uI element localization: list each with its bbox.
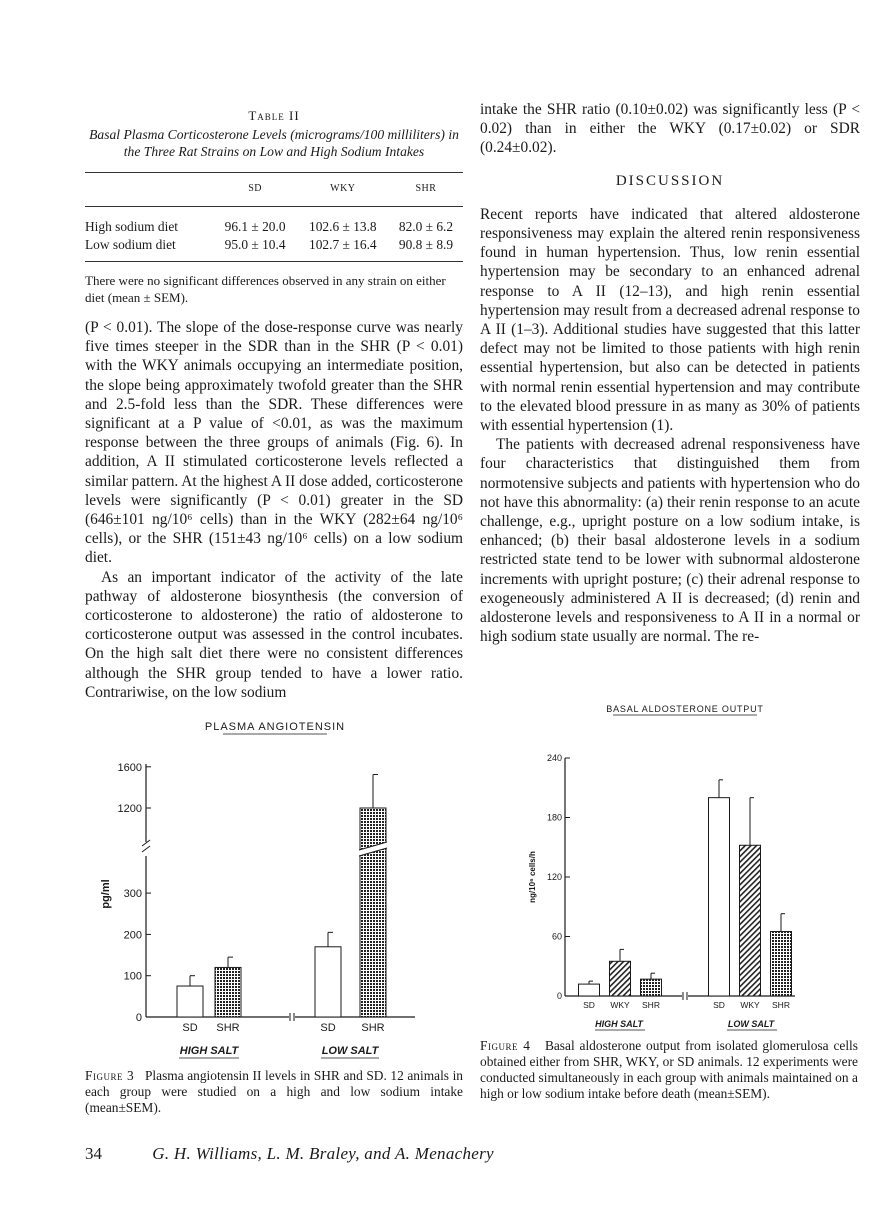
bar [215, 967, 241, 1017]
bar [709, 798, 730, 996]
table-data [85, 173, 463, 261]
table-header-row [85, 173, 463, 207]
y-tick-label: 1600 [117, 761, 142, 774]
right-column-text [480, 100, 860, 646]
bar [315, 947, 341, 1017]
x-tick-label: WKY [610, 1000, 630, 1010]
table-cell: 90.8 ± 8.9 [398, 237, 454, 252]
x-tick-label: WKY [740, 1000, 760, 1010]
x-tick-label: SHR [361, 1022, 385, 1034]
y-tick-label: 120 [546, 872, 562, 882]
figure-4-chart [505, 700, 805, 1036]
table-cell: 102.6 ± 13.8 [309, 219, 377, 234]
group-label: LOW SALT [321, 1045, 379, 1057]
x-tick-label: SD [320, 1022, 336, 1034]
table-title: Table II [248, 108, 300, 123]
x-tick-label: SHR [216, 1022, 240, 1034]
y-tick-label: 100 [123, 970, 142, 983]
x-tick-label: SD [713, 1000, 725, 1010]
figure-3-caption [85, 1068, 463, 1116]
author-line: G. H. Williams, L. M. Braley, and A. Menachery [152, 1144, 494, 1163]
bar [610, 961, 631, 996]
group-label: HIGH SALT [179, 1045, 239, 1057]
caption-text: Basal aldosterone output from isolated glomerulosa cells obtained either from SHR, WKY, or SD animals. 12 experiments were conducted simultaneously in each group with animals maintained on a high or low sodium intake before death (mean±SEM). [480, 1038, 858, 1101]
bar [740, 845, 761, 996]
table-header-cell: SD [248, 183, 262, 194]
y-tick-label: 1200 [117, 803, 142, 815]
bar [579, 984, 600, 996]
page-number: 34 [85, 1144, 102, 1163]
bar [177, 986, 203, 1017]
y-tick-label: 200 [123, 929, 142, 942]
caption-text: Plasma angiotensin II levels in SHR and SD. 12 animals in each group were studied on a high and low sodium intake (mean±SEM). [85, 1068, 463, 1115]
x-tick-label: SD [182, 1022, 198, 1034]
x-tick-label: SHR [642, 1000, 660, 1010]
table-cell: 96.1 ± 20.0 [224, 219, 286, 234]
y-tick-label: 300 [123, 888, 142, 901]
bar [360, 808, 386, 1017]
figure-4-caption [480, 1038, 858, 1102]
table-cell: 82.0 ± 6.2 [398, 219, 454, 234]
group-label: HIGH SALT [595, 1019, 643, 1029]
paragraph: Recent reports have indicated that altered aldosterone responsiveness may explain the altered renin responsiveness found in human hypertension. Thus, low renin essential hypertension may be secondary to an enhanced adrenal response to A II (12–13), and high renin essential hypertension may result from a decreased adrenal response to A II (1–3). Additional studies have suggested that this latter defect may not be limited to those patients with high renin essential hypertension, but also can be detected in patients with normal renin essential hypertension and may contribute to the elevated blood pressure in as many as 30% of patients with essential hypertension (1). [480, 205, 860, 435]
chart-title: BASAL ALDOSTERONE OUTPUT [606, 704, 764, 714]
table-header-cell: SHR [415, 183, 437, 194]
figure-3-chart [85, 716, 425, 1062]
table-header-cell: WKY [330, 183, 356, 194]
table-ii [85, 108, 463, 306]
y-tick-label: 0 [135, 1012, 142, 1024]
table-rule-bottom [85, 261, 463, 262]
x-tick-label: SHR [772, 1000, 790, 1010]
section-heading: DISCUSSION [615, 172, 725, 189]
y-axis-label: ng/10⁶ cells/h [528, 851, 537, 903]
table-cell: Low sodium diet [85, 237, 176, 252]
table-row [85, 236, 463, 261]
y-tick-label: 240 [546, 753, 562, 763]
bar [641, 979, 662, 996]
figure-label: Figure 4 [480, 1038, 531, 1053]
y-axis-label: pg/ml [100, 879, 112, 909]
axis-break-mark [142, 846, 150, 852]
chart-title: PLASMA ANGIOTENSIN [204, 721, 346, 733]
paragraph: intake the SHR ratio (0.10±0.02) was significantly less (P < 0.02) than in either the WKY (0.17±0.02) or SDR (0.24±0.02). [480, 101, 860, 157]
paragraph: (P < 0.01). The slope of the dose-response curve was nearly five times steeper in the SDR than in the SHR (P < 0.01) with the WKY animals occupying an intermediate position, the slope being approximately twofold greater than the SHR and 2.5-fold less than the SDR. These differences were significant at a P value of <0.01, as was the maximum response between the three groups of animals (Fig. 6). In addition, A II stimulated corticosterone levels reflected a similar pattern. At the highest A II dose added, corticosterone levels were significantly (P < 0.01) greater in the SD (646±101 ng/10⁶ cells) than in the WKY (282±64 ng/10⁶ cells), or the SHR (151±43 ng/10⁶ cells) on a low sodium diet. [85, 319, 463, 567]
page-footer [85, 1144, 785, 1164]
figure-label: Figure 3 [85, 1068, 135, 1083]
table-cell: 102.7 ± 16.4 [309, 237, 377, 252]
x-tick-label: SD [583, 1000, 595, 1010]
table-cell: 95.0 ± 10.4 [224, 237, 286, 252]
table-row [85, 207, 463, 237]
table-header-cell [85, 173, 214, 207]
table-note: There were no significant differences observed in any strain on either diet (mean ± SEM). [85, 273, 446, 305]
y-tick-label: 180 [546, 812, 562, 823]
bar [771, 932, 792, 996]
table-caption: Basal Plasma Corticosterone Levels (micrograms/100 milliliters) in the Three Rat Strains on Low and High Sodium Intakes [89, 127, 459, 159]
group-label: LOW SALT [727, 1019, 775, 1029]
table-cell: High sodium diet [85, 219, 178, 234]
left-column-text [85, 318, 463, 702]
y-tick-label: 60 [551, 931, 562, 942]
y-tick-label: 0 [556, 991, 562, 1001]
paragraph: The patients with decreased adrenal responsiveness have four characteristics that distinguished them from normotensive subjects and patients with hypertension who do not have this abnormality: (a) their renin response to an acute challenge, e.g., upright posture on a low sodium intake, is enhanced; (b) their basal aldosterone levels in a sodium restricted state tend to be lower with subnormal aldosterone increments with upright posture; (c) their adrenal response to exogeneously administered A II is decreased; (d) renin and aldosterone levels and responsiveness to A II in a normal or high sodium state usually are normal. The re- [480, 436, 860, 646]
paragraph: As an important indicator of the activity of the late pathway of aldosterone biosynthesis (the conversion of corticosterone to aldosterone) the ratio of aldosterone to corticosterone output was assessed in the control incubates. On the high salt diet there were no consistent differences although the SHR group tended to have a lower ratio. Contrariwise, on the low sodium [85, 568, 463, 701]
